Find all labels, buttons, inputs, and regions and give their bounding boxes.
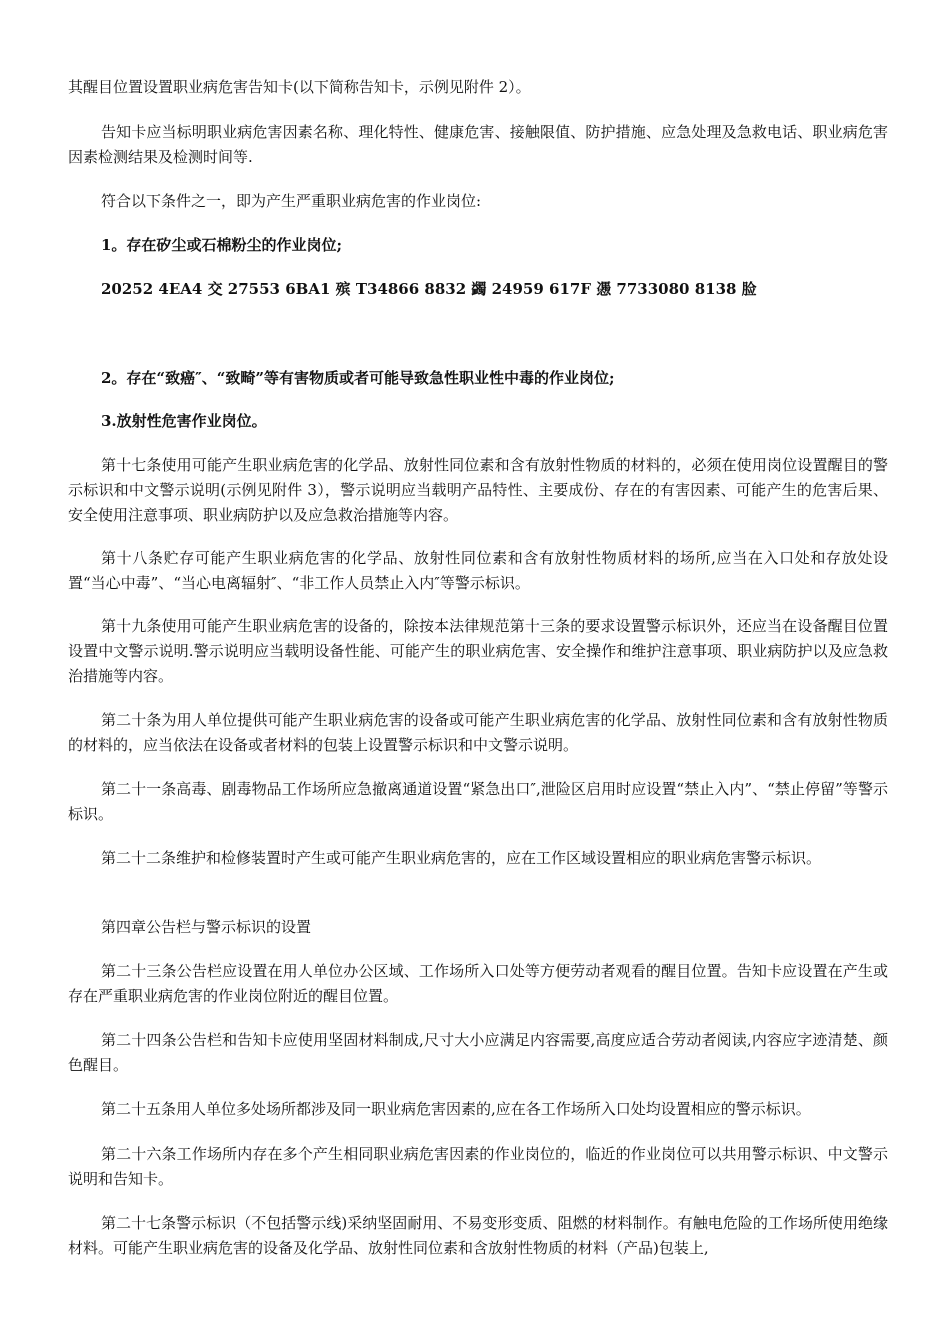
paragraph-article-22: 第二十二条维护和检修装置时产生或可能产生职业病危害的，应在工作区域设置相应的职业病危害警示标识。 xyxy=(101,849,822,867)
paragraph-code-line: 20252 4EA4 交 27553 6BA1 殡 T34866 8832 蠲 24959 617F 慿 7733080 8138 脸 xyxy=(101,280,757,298)
paragraph-article-27: 第二十七条警示标识（不包括警示线)采纳坚固耐用、不易变形变质、阻燃的材料制作。有触电危险的工作场所使用绝缘材料。可能产生职业病危害的设备及化学品、放射性同位素和含放射性物质的材料（产品)包装上, xyxy=(68,1214,888,1257)
paragraph-article-19: 第十九条使用可能产生职业病危害的设备的，除按本法律规范第十三条的要求设置警示标识外，还应当在设备醒目位置设置中文警示说明.警示说明应当载明设备性能、可能产生的职业病危害、安全操作和维护注意事项、职业病防护以及应急救治措施等内容。 xyxy=(68,617,888,685)
paragraph-article-20: 第二十条为用人单位提供可能产生职业病危害的设备或可能产生职业病危害的化学品、放射性同位素和含有放射性物质的材料的，应当依法在设备或者材料的包装上设置警示标识和中文警示说明。 xyxy=(68,711,888,754)
paragraph-notice-card-content: 告知卡应当标明职业病危害因素名称、理化特性、健康危害、接触限值、防护措施、应急处理及急救电话、职业病危害因素检测结果及检测时间等. xyxy=(68,123,888,166)
paragraph-condition-2: 2。存在“致癌″、“致畸”等有害物质或者可能导致急性职业性中毒的作业岗位; xyxy=(101,369,615,387)
paragraph-article-24: 第二十四条公告栏和告知卡应使用坚固材料制成,尺寸大小应满足内容需要,高度应适合劳动者阅读,内容应字迹清楚、颜色醒目。 xyxy=(68,1031,888,1074)
paragraph-condition-3: 3.放射性危害作业岗位。 xyxy=(101,412,267,430)
paragraph-condition-1: 1。存在矽尘或石棉粉尘的作业岗位; xyxy=(101,236,342,254)
paragraph-article-17: 第十七条使用可能产生职业病危害的化学品、放射性同位素和含有放射性物质的材料的，必须在使用岗位设置醒目的警示标识和中文警示说明(示例见附件 3），警示说明应当载明产品特性、主要成份、存在的有害因素、可能产生的危害后果、安全使用注意事项、职业病防护以及应急救治措施等内容。 xyxy=(68,456,888,524)
paragraph-article-21: 第二十一条高毒、剧毒物品工作场所应急撤离通道设置“紧急出口″,泄险区启用时应设置“禁止入内”、“禁止停留”等警示标识。 xyxy=(68,780,888,823)
chapter-heading: 第四章公告栏与警示标识的设置 xyxy=(101,918,312,936)
paragraph-article-25: 第二十五条用人单位多处场所都涉及同一职业病危害因素的,应在各工作场所入口处均设置相应的警示标识。 xyxy=(101,1100,811,1118)
paragraph-notice-card-intro: 其醒目位置设置职业病危害告知卡(以下简称告知卡，示例见附件 2）。 xyxy=(68,78,531,96)
paragraph-article-18: 第十八条贮存可能产生职业病危害的化学品、放射性同位素和含有放射性物质材料的场所,应当在入口处和存放处设置“当心中毒”、“当心电离辐射″、“非工作人员禁止入内″等警示标识。 xyxy=(68,549,888,592)
paragraph-article-26: 第二十六条工作场所内存在多个产生相同职业病危害因素的作业岗位的，临近的作业岗位可以共用警示标识、中文警示说明和告知卡。 xyxy=(68,1145,888,1188)
paragraph-conditions-intro: 符合以下条件之一，即为产生严重职业病危害的作业岗位: xyxy=(101,192,482,210)
paragraph-article-23: 第二十三条公告栏应设置在用人单位办公区域、工作场所入口处等方便劳动者观看的醒目位置。告知卡应设置在产生或存在严重职业病危害的作业岗位附近的醒目位置。 xyxy=(68,962,888,1005)
